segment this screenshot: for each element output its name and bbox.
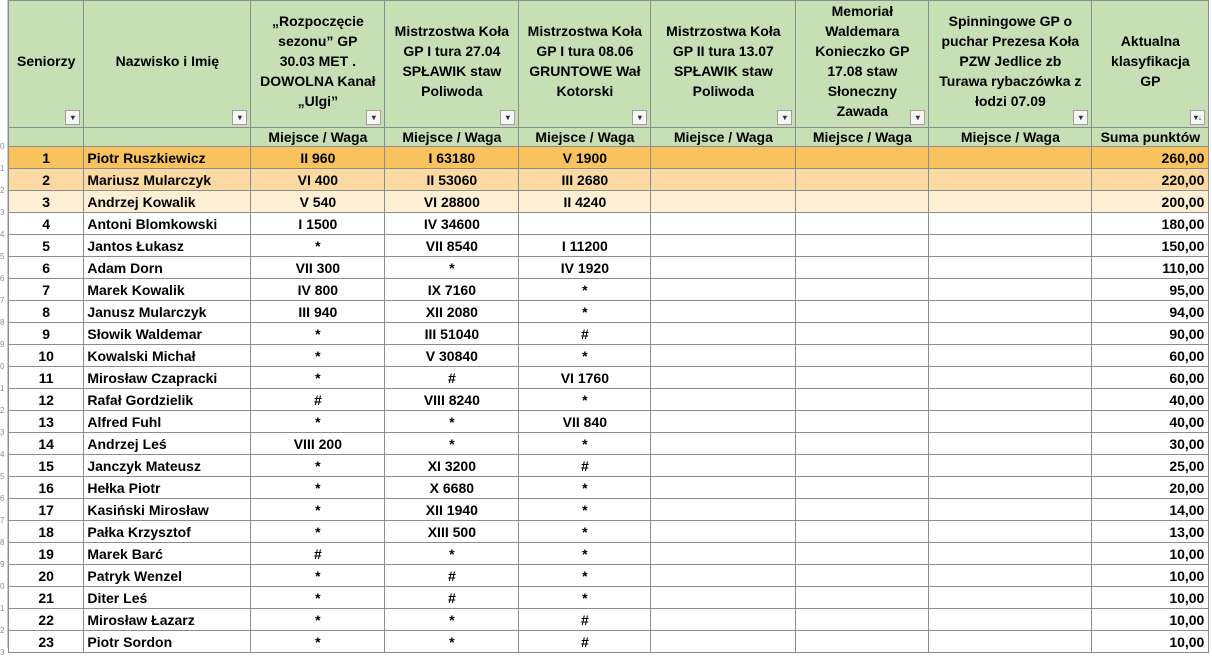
event-5-cell[interactable] <box>796 521 929 543</box>
total-cell[interactable]: 150,00 <box>1092 235 1209 257</box>
total-cell[interactable]: 94,00 <box>1092 301 1209 323</box>
event-3-cell[interactable]: * <box>519 587 651 609</box>
total-cell[interactable]: 220,00 <box>1092 169 1209 191</box>
table-row <box>9 213 1209 235</box>
event-4-cell[interactable] <box>651 345 796 367</box>
filter-dropdown-icon[interactable]: ▾ <box>910 110 925 125</box>
rank-cell[interactable]: 21 <box>9 587 84 609</box>
table-row <box>9 323 1209 345</box>
event-6-cell[interactable] <box>929 587 1092 609</box>
event-4-cell[interactable] <box>651 543 796 565</box>
table-row <box>9 543 1209 565</box>
row-number-label: 3 <box>0 428 5 437</box>
table-row <box>9 499 1209 521</box>
event-5-cell[interactable] <box>796 301 929 323</box>
table-row <box>9 477 1209 499</box>
rank-cell[interactable]: 20 <box>9 565 84 587</box>
row-number-label: 0 <box>0 582 5 591</box>
row-number-label: 4 <box>0 450 5 459</box>
event-5-cell[interactable] <box>796 543 929 565</box>
event-6-cell[interactable] <box>929 455 1092 477</box>
subheader-cell[interactable]: Miejsce / Waga <box>385 128 519 147</box>
event-3-cell[interactable]: # <box>519 631 651 653</box>
event-1-cell[interactable]: * <box>251 521 385 543</box>
event-1-cell[interactable]: * <box>251 631 385 653</box>
rank-cell[interactable]: 23 <box>9 631 84 653</box>
total-cell[interactable]: 110,00 <box>1092 257 1209 279</box>
event-3-cell[interactable]: * <box>519 389 651 411</box>
rank-cell[interactable]: 22 <box>9 609 84 631</box>
row-number-label: 0 <box>0 142 5 151</box>
total-cell[interactable]: 180,00 <box>1092 213 1209 235</box>
event-1-cell[interactable]: V 540 <box>251 191 385 213</box>
table-row <box>9 587 1209 609</box>
event-5-cell[interactable] <box>796 257 929 279</box>
event-6-cell[interactable] <box>929 521 1092 543</box>
event-2-cell[interactable]: III 51040 <box>385 323 519 345</box>
event-3-cell[interactable]: II 4240 <box>519 191 651 213</box>
filter-dropdown-icon[interactable]: ▾ <box>65 110 80 125</box>
row-number-label: 1 <box>0 164 5 173</box>
event-6-cell[interactable] <box>929 565 1092 587</box>
event-2-cell[interactable]: # <box>385 367 519 389</box>
event-4-cell[interactable] <box>651 191 796 213</box>
event-4-cell[interactable] <box>651 169 796 191</box>
rank-cell[interactable]: 18 <box>9 521 84 543</box>
event-2-cell[interactable]: XIII 500 <box>385 521 519 543</box>
name-cell[interactable]: Janczyk Mateusz <box>84 455 251 477</box>
table-row <box>9 169 1209 191</box>
event-6-cell[interactable] <box>929 411 1092 433</box>
event-4-cell[interactable] <box>651 235 796 257</box>
event-6-cell[interactable] <box>929 257 1092 279</box>
event-6-cell[interactable] <box>929 147 1092 169</box>
event-4-cell[interactable] <box>651 521 796 543</box>
event-5-cell[interactable] <box>796 345 929 367</box>
total-cell[interactable]: 30,00 <box>1092 433 1209 455</box>
row-gutter <box>0 0 8 657</box>
subheader-cell[interactable] <box>9 128 84 147</box>
event-4-cell[interactable] <box>651 411 796 433</box>
event-2-cell[interactable]: XII 1940 <box>385 499 519 521</box>
event-6-cell[interactable] <box>929 169 1092 191</box>
rank-cell[interactable]: 3 <box>9 191 84 213</box>
subheader-cell[interactable]: Miejsce / Waga <box>651 128 796 147</box>
event-1-cell[interactable]: * <box>251 411 385 433</box>
rank-cell[interactable]: 4 <box>9 213 84 235</box>
total-cell[interactable]: 10,00 <box>1092 587 1209 609</box>
event-2-cell[interactable]: VIII 8240 <box>385 389 519 411</box>
event-1-cell[interactable]: II 960 <box>251 147 385 169</box>
total-cell[interactable]: 95,00 <box>1092 279 1209 301</box>
table-row <box>9 147 1209 169</box>
name-cell[interactable]: Janusz Mularczyk <box>84 301 251 323</box>
event-2-cell[interactable]: * <box>385 543 519 565</box>
name-cell[interactable]: Patryk Wenzel <box>84 565 251 587</box>
table-row <box>9 257 1209 279</box>
header-event-6[interactable]: Spinningowe GP o puchar Prezesa Koła PZW Jedlice zb Turawa rybaczówka z łodzi 07.09 ▾ <box>929 1 1092 128</box>
event-1-cell[interactable]: * <box>251 345 385 367</box>
filter-dropdown-icon[interactable]: ▾ <box>500 110 515 125</box>
event-6-cell[interactable] <box>929 235 1092 257</box>
table-row <box>9 521 1209 543</box>
event-4-cell[interactable] <box>651 323 796 345</box>
event-1-cell[interactable]: * <box>251 609 385 631</box>
row-number-label: 7 <box>0 516 5 525</box>
table-row <box>9 411 1209 433</box>
table-row <box>9 433 1209 455</box>
event-2-cell[interactable]: XI 3200 <box>385 455 519 477</box>
event-4-cell[interactable] <box>651 609 796 631</box>
event-6-cell[interactable] <box>929 543 1092 565</box>
filter-dropdown-icon[interactable]: ▾ <box>1073 110 1088 125</box>
event-5-cell[interactable] <box>796 587 929 609</box>
name-cell[interactable]: Słowik Waldemar <box>84 323 251 345</box>
name-cell[interactable]: Hełka Piotr <box>84 477 251 499</box>
total-cell[interactable]: 13,00 <box>1092 521 1209 543</box>
event-2-cell[interactable]: # <box>385 565 519 587</box>
rank-cell[interactable]: 7 <box>9 279 84 301</box>
header-event-4[interactable]: Mistrzostwa Koła GP II tura 13.07 SPŁAWIK staw Poliwoda ▾ <box>651 1 796 128</box>
event-1-cell[interactable]: * <box>251 587 385 609</box>
subheader-cell[interactable]: Miejsce / Waga <box>929 128 1092 147</box>
row-number-label: 2 <box>0 186 5 195</box>
event-4-cell[interactable] <box>651 455 796 477</box>
name-cell[interactable]: Piotr Sordon <box>84 631 251 653</box>
event-1-cell[interactable]: VII 300 <box>251 257 385 279</box>
event-5-cell[interactable] <box>796 235 929 257</box>
header-total[interactable]: Aktualna klasyfikacja GP ▾↓ <box>1092 1 1209 128</box>
subheader-cell[interactable]: Miejsce / Waga <box>519 128 651 147</box>
event-2-cell[interactable]: # <box>385 587 519 609</box>
event-5-cell[interactable] <box>796 477 929 499</box>
table-row <box>9 301 1209 323</box>
subheader-cell[interactable]: Suma punktów <box>1092 128 1209 147</box>
event-5-cell[interactable] <box>796 367 929 389</box>
name-cell[interactable]: Kasiński Mirosław <box>84 499 251 521</box>
event-6-cell[interactable] <box>929 279 1092 301</box>
event-4-cell[interactable] <box>651 499 796 521</box>
event-2-cell[interactable]: V 30840 <box>385 345 519 367</box>
rank-cell[interactable]: 5 <box>9 235 84 257</box>
row-number-label: 1 <box>0 604 5 613</box>
table-row <box>9 631 1209 653</box>
table-row <box>9 389 1209 411</box>
rank-cell[interactable]: 15 <box>9 455 84 477</box>
subheader-cell[interactable]: Miejsce / Waga <box>251 128 385 147</box>
event-3-cell[interactable]: * <box>519 521 651 543</box>
event-4-cell[interactable] <box>651 565 796 587</box>
total-cell[interactable]: 10,00 <box>1092 543 1209 565</box>
header-row <box>9 1 1209 128</box>
event-2-cell[interactable]: XII 2080 <box>385 301 519 323</box>
header-nazwisko[interactable]: Nazwisko i Imię ▾ <box>84 1 251 128</box>
event-3-cell[interactable]: # <box>519 455 651 477</box>
event-3-cell[interactable]: VII 840 <box>519 411 651 433</box>
event-5-cell[interactable] <box>796 565 929 587</box>
event-6-cell[interactable] <box>929 213 1092 235</box>
event-5-cell[interactable] <box>796 411 929 433</box>
event-5-cell[interactable] <box>796 499 929 521</box>
header-event-1[interactable]: „Rozpoczęcie sezonu” GP 30.03 MET . DOWOLNA Kanał „Ulgi” ▾ <box>251 1 385 128</box>
rank-cell[interactable]: 11 <box>9 367 84 389</box>
rank-cell[interactable]: 2 <box>9 169 84 191</box>
name-cell[interactable]: Mirosław Łazarz <box>84 609 251 631</box>
event-1-cell[interactable]: * <box>251 499 385 521</box>
total-cell[interactable]: 260,00 <box>1092 147 1209 169</box>
event-4-cell[interactable] <box>651 587 796 609</box>
event-6-cell[interactable] <box>929 345 1092 367</box>
row-number-label: 7 <box>0 296 5 305</box>
event-1-cell[interactable]: IV 800 <box>251 279 385 301</box>
event-5-cell[interactable] <box>796 213 929 235</box>
event-6-cell[interactable] <box>929 323 1092 345</box>
total-cell[interactable]: 14,00 <box>1092 499 1209 521</box>
header-event-3[interactable]: Mistrzostwa Koła GP I tura 08.06 GRUNTOWE Wał Kotorski ▾ <box>519 1 651 128</box>
event-6-cell[interactable] <box>929 499 1092 521</box>
event-5-cell[interactable] <box>796 191 929 213</box>
event-5-cell[interactable] <box>796 323 929 345</box>
name-cell[interactable]: Pałka Krzysztof <box>84 521 251 543</box>
event-4-cell[interactable] <box>651 367 796 389</box>
event-3-cell[interactable]: IV 1920 <box>519 257 651 279</box>
event-1-cell[interactable]: * <box>251 367 385 389</box>
row-number-label: 6 <box>0 274 5 283</box>
results-table <box>8 0 1209 653</box>
event-2-cell[interactable]: VII 8540 <box>385 235 519 257</box>
name-cell[interactable]: Marek Kowalik <box>84 279 251 301</box>
event-1-cell[interactable]: * <box>251 455 385 477</box>
event-2-cell[interactable]: IX 7160 <box>385 279 519 301</box>
row-number-label: 5 <box>0 472 5 481</box>
event-1-cell[interactable]: III 940 <box>251 301 385 323</box>
total-cell[interactable]: 40,00 <box>1092 411 1209 433</box>
rank-cell[interactable]: 1 <box>9 147 84 169</box>
row-number-label: 9 <box>0 340 5 349</box>
name-cell[interactable]: Antoni Blomkowski <box>84 213 251 235</box>
event-3-cell[interactable]: III 2680 <box>519 169 651 191</box>
event-4-cell[interactable] <box>651 301 796 323</box>
row-number-label: 3 <box>0 208 5 217</box>
event-2-cell[interactable]: * <box>385 631 519 653</box>
event-1-cell[interactable]: VI 400 <box>251 169 385 191</box>
row-number-label: 9 <box>0 560 5 569</box>
event-2-cell[interactable]: IV 34600 <box>385 213 519 235</box>
total-cell[interactable]: 20,00 <box>1092 477 1209 499</box>
total-cell[interactable]: 90,00 <box>1092 323 1209 345</box>
rank-cell[interactable]: 10 <box>9 345 84 367</box>
event-3-cell[interactable]: * <box>519 433 651 455</box>
table-row <box>9 367 1209 389</box>
results-body <box>9 147 1209 653</box>
rank-cell[interactable]: 8 <box>9 301 84 323</box>
row-number-label: 5 <box>0 252 5 261</box>
event-6-cell[interactable] <box>929 389 1092 411</box>
event-6-cell[interactable] <box>929 367 1092 389</box>
row-number-label: 0 <box>0 362 5 371</box>
event-4-cell[interactable] <box>651 389 796 411</box>
table-row <box>9 279 1209 301</box>
event-4-cell[interactable] <box>651 279 796 301</box>
event-4-cell[interactable] <box>651 477 796 499</box>
event-1-cell[interactable]: # <box>251 389 385 411</box>
name-cell[interactable]: Jantos Łukasz <box>84 235 251 257</box>
total-cell[interactable]: 200,00 <box>1092 191 1209 213</box>
name-cell[interactable]: Adam Dorn <box>84 257 251 279</box>
event-2-cell[interactable]: II 53060 <box>385 169 519 191</box>
event-3-cell[interactable]: # <box>519 609 651 631</box>
rank-cell[interactable]: 9 <box>9 323 84 345</box>
event-5-cell[interactable] <box>796 389 929 411</box>
table-row <box>9 455 1209 477</box>
event-3-cell[interactable]: * <box>519 301 651 323</box>
event-5-cell[interactable] <box>796 455 929 477</box>
subheader-row <box>9 128 1209 147</box>
event-3-cell[interactable]: * <box>519 565 651 587</box>
total-cell[interactable]: 10,00 <box>1092 609 1209 631</box>
row-number-label: 1 <box>0 384 5 393</box>
rank-cell[interactable]: 13 <box>9 411 84 433</box>
event-6-cell[interactable] <box>929 631 1092 653</box>
event-2-cell[interactable]: * <box>385 433 519 455</box>
name-cell[interactable]: Kowalski Michał <box>84 345 251 367</box>
event-2-cell[interactable]: * <box>385 411 519 433</box>
total-cell[interactable]: 25,00 <box>1092 455 1209 477</box>
sort-filter-icon[interactable]: ▾↓ <box>1190 110 1205 125</box>
event-4-cell[interactable] <box>651 257 796 279</box>
table-row <box>9 235 1209 257</box>
event-1-cell[interactable]: * <box>251 477 385 499</box>
total-cell[interactable]: 60,00 <box>1092 367 1209 389</box>
name-cell[interactable]: Andrzej Kowalik <box>84 191 251 213</box>
event-3-cell[interactable] <box>519 213 651 235</box>
name-cell[interactable]: Andrzej Leś <box>84 433 251 455</box>
event-4-cell[interactable] <box>651 213 796 235</box>
event-2-cell[interactable]: * <box>385 257 519 279</box>
event-2-cell[interactable]: * <box>385 609 519 631</box>
row-number-label: 2 <box>0 406 5 415</box>
table-row <box>9 565 1209 587</box>
event-5-cell[interactable] <box>796 433 929 455</box>
event-3-cell[interactable]: * <box>519 279 651 301</box>
event-4-cell[interactable] <box>651 433 796 455</box>
event-3-cell[interactable]: * <box>519 499 651 521</box>
event-2-cell[interactable]: VI 28800 <box>385 191 519 213</box>
table-row <box>9 191 1209 213</box>
event-3-cell[interactable]: I 11200 <box>519 235 651 257</box>
name-cell[interactable]: Mariusz Mularczyk <box>84 169 251 191</box>
rank-cell[interactable]: 14 <box>9 433 84 455</box>
event-3-cell[interactable]: * <box>519 477 651 499</box>
event-1-cell[interactable]: VIII 200 <box>251 433 385 455</box>
filter-dropdown-icon[interactable]: ▾ <box>366 110 381 125</box>
event-3-cell[interactable]: VI 1760 <box>519 367 651 389</box>
filter-dropdown-icon[interactable]: ▾ <box>777 110 792 125</box>
subheader-cell[interactable]: Miejsce / Waga <box>796 128 929 147</box>
table-row <box>9 345 1209 367</box>
name-cell[interactable]: Marek Barć <box>84 543 251 565</box>
header-event-5[interactable]: Memoriał Waldemara Konieczko GP 17.08 staw Słoneczny Zawada ▾ <box>796 1 929 128</box>
event-4-cell[interactable] <box>651 631 796 653</box>
event-6-cell[interactable] <box>929 609 1092 631</box>
rank-cell[interactable]: 17 <box>9 499 84 521</box>
event-1-cell[interactable]: I 1500 <box>251 213 385 235</box>
header-seniorzy[interactable]: Seniorzy ▾ <box>9 1 84 128</box>
event-6-cell[interactable] <box>929 477 1092 499</box>
rank-cell[interactable]: 16 <box>9 477 84 499</box>
row-number-label: 8 <box>0 538 5 547</box>
event-5-cell[interactable] <box>796 609 929 631</box>
event-3-cell[interactable]: * <box>519 345 651 367</box>
header-event-2[interactable]: Mistrzostwa Koła GP I tura 27.04 SPŁAWIK staw Poliwoda ▾ <box>385 1 519 128</box>
name-cell[interactable]: Diter Leś <box>84 587 251 609</box>
name-cell[interactable]: Piotr Ruszkiewicz <box>84 147 251 169</box>
rank-cell[interactable]: 6 <box>9 257 84 279</box>
event-6-cell[interactable] <box>929 433 1092 455</box>
row-number-label: 2 <box>0 626 5 635</box>
name-cell[interactable]: Rafał Gordzielik <box>84 389 251 411</box>
event-1-cell[interactable]: * <box>251 323 385 345</box>
event-5-cell[interactable] <box>796 169 929 191</box>
total-cell[interactable]: 10,00 <box>1092 631 1209 653</box>
row-number-label: 3 <box>0 648 5 657</box>
event-3-cell[interactable]: * <box>519 543 651 565</box>
event-2-cell[interactable]: I 63180 <box>385 147 519 169</box>
row-number-label: 6 <box>0 494 5 503</box>
event-5-cell[interactable] <box>796 279 929 301</box>
event-5-cell[interactable] <box>796 147 929 169</box>
total-cell[interactable]: 60,00 <box>1092 345 1209 367</box>
rank-cell[interactable]: 12 <box>9 389 84 411</box>
event-1-cell[interactable]: # <box>251 543 385 565</box>
event-5-cell[interactable] <box>796 631 929 653</box>
filter-dropdown-icon[interactable]: ▾ <box>632 110 647 125</box>
total-cell[interactable]: 40,00 <box>1092 389 1209 411</box>
name-cell[interactable]: Alfred Fuhl <box>84 411 251 433</box>
event-6-cell[interactable] <box>929 191 1092 213</box>
name-cell[interactable]: Mirosław Czapracki <box>84 367 251 389</box>
row-number-label: 4 <box>0 230 5 239</box>
event-2-cell[interactable]: X 6680 <box>385 477 519 499</box>
subheader-cell[interactable] <box>84 128 251 147</box>
event-3-cell[interactable]: # <box>519 323 651 345</box>
row-number-label: 8 <box>0 318 5 327</box>
rank-cell[interactable]: 19 <box>9 543 84 565</box>
event-3-cell[interactable]: V 1900 <box>519 147 651 169</box>
table-row <box>9 609 1209 631</box>
event-6-cell[interactable] <box>929 301 1092 323</box>
event-1-cell[interactable]: * <box>251 235 385 257</box>
total-cell[interactable]: 10,00 <box>1092 565 1209 587</box>
event-1-cell[interactable]: * <box>251 565 385 587</box>
event-4-cell[interactable] <box>651 147 796 169</box>
filter-dropdown-icon[interactable]: ▾ <box>232 110 247 125</box>
